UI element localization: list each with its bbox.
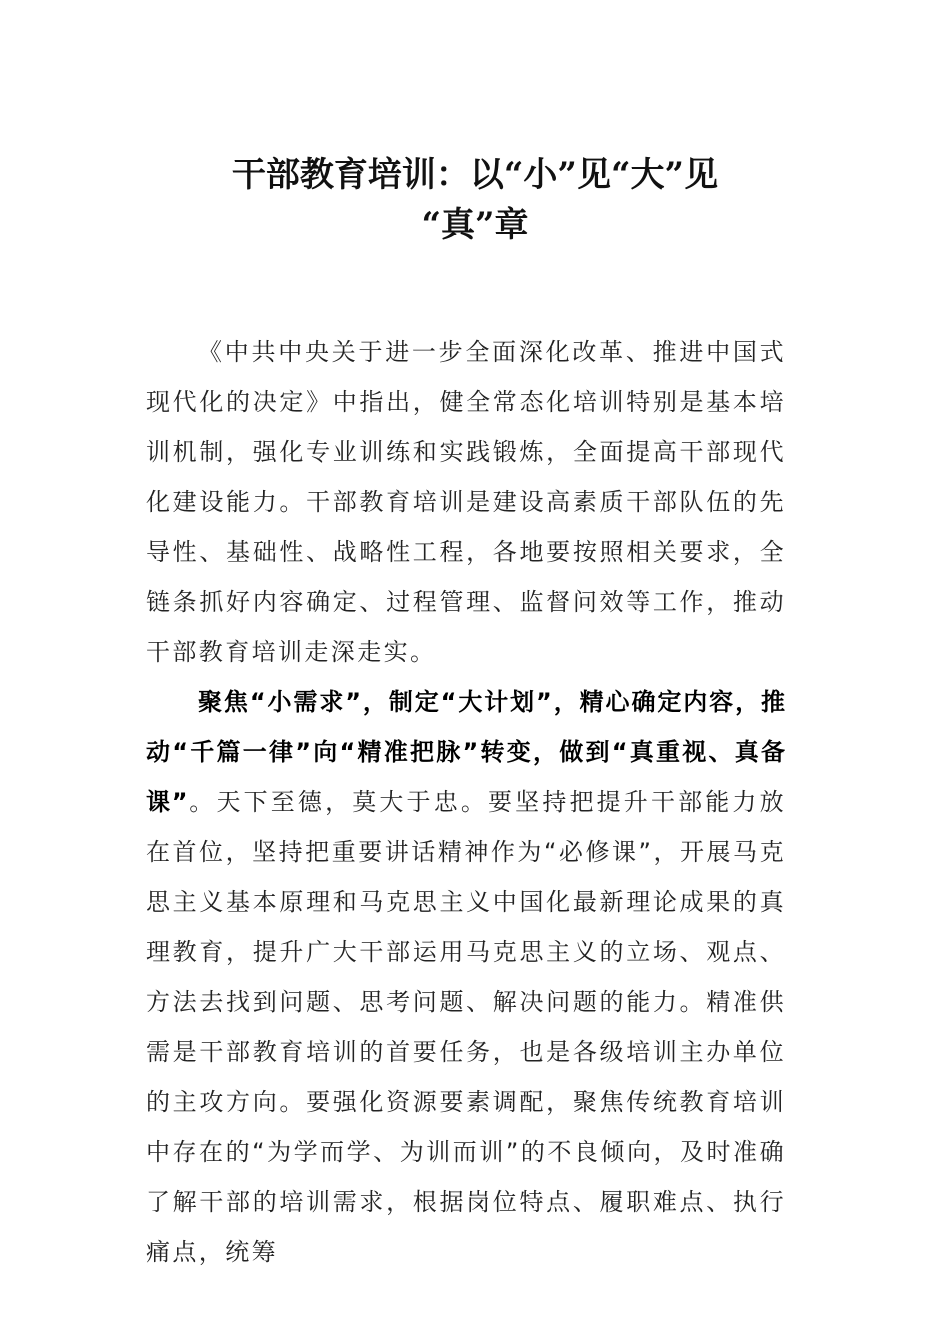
title-line-1: 干部教育培训：以“小”见“大”见 [231,155,719,195]
document-body [146,327,786,1277]
paragraph-1 [146,327,786,677]
paragraph-2-text: 。天下至德，莫大于忠。要坚持把提升干部能力放在首位，坚持把重要讲话精神作为“必修课”，开展马克思主义基本原理和马克思主义中国化最新理论成果的真理教育，提升广大干部运用马克思主义的立场、观点、方法去找到问题、思考问题、解决问题的能力。精准供需是干部教育培训的首要任务，也是各级培训主办单位的主攻方向。要强化资源要素调配，聚焦传统教育培训中存在的“为学而学、为训而训”的不良倾向，及时准确了解干部的培训需求，根据岗位特点、履职难点、执行痛点，统筹 [146,788,786,1266]
paragraph-1-text: 《中共中央关于进一步全面深化改革、推进中国式现代化的决定》中指出，健全常态化培训特别是基本培训机制，强化专业训练和实践锻炼，全面提高干部现代化建设能力。干部教育培训是建设高素质干部队伍的先导性、基础性、战略性工程，各地要按照相关要求，全链条抓好内容确定、过程管理、监督问效等工作，推动干部教育培训走深走实。 [146,338,786,666]
paragraph-2-lead: 聚焦“小需求”，制定“大计划”，精心确定内容，推动“千篇一律”向“精准把脉”转变，做到“真重视、真备课” [146,688,786,816]
title-line-2: “真”章 [421,205,529,245]
paragraph-2 [146,677,786,1277]
document-title [150,150,800,250]
